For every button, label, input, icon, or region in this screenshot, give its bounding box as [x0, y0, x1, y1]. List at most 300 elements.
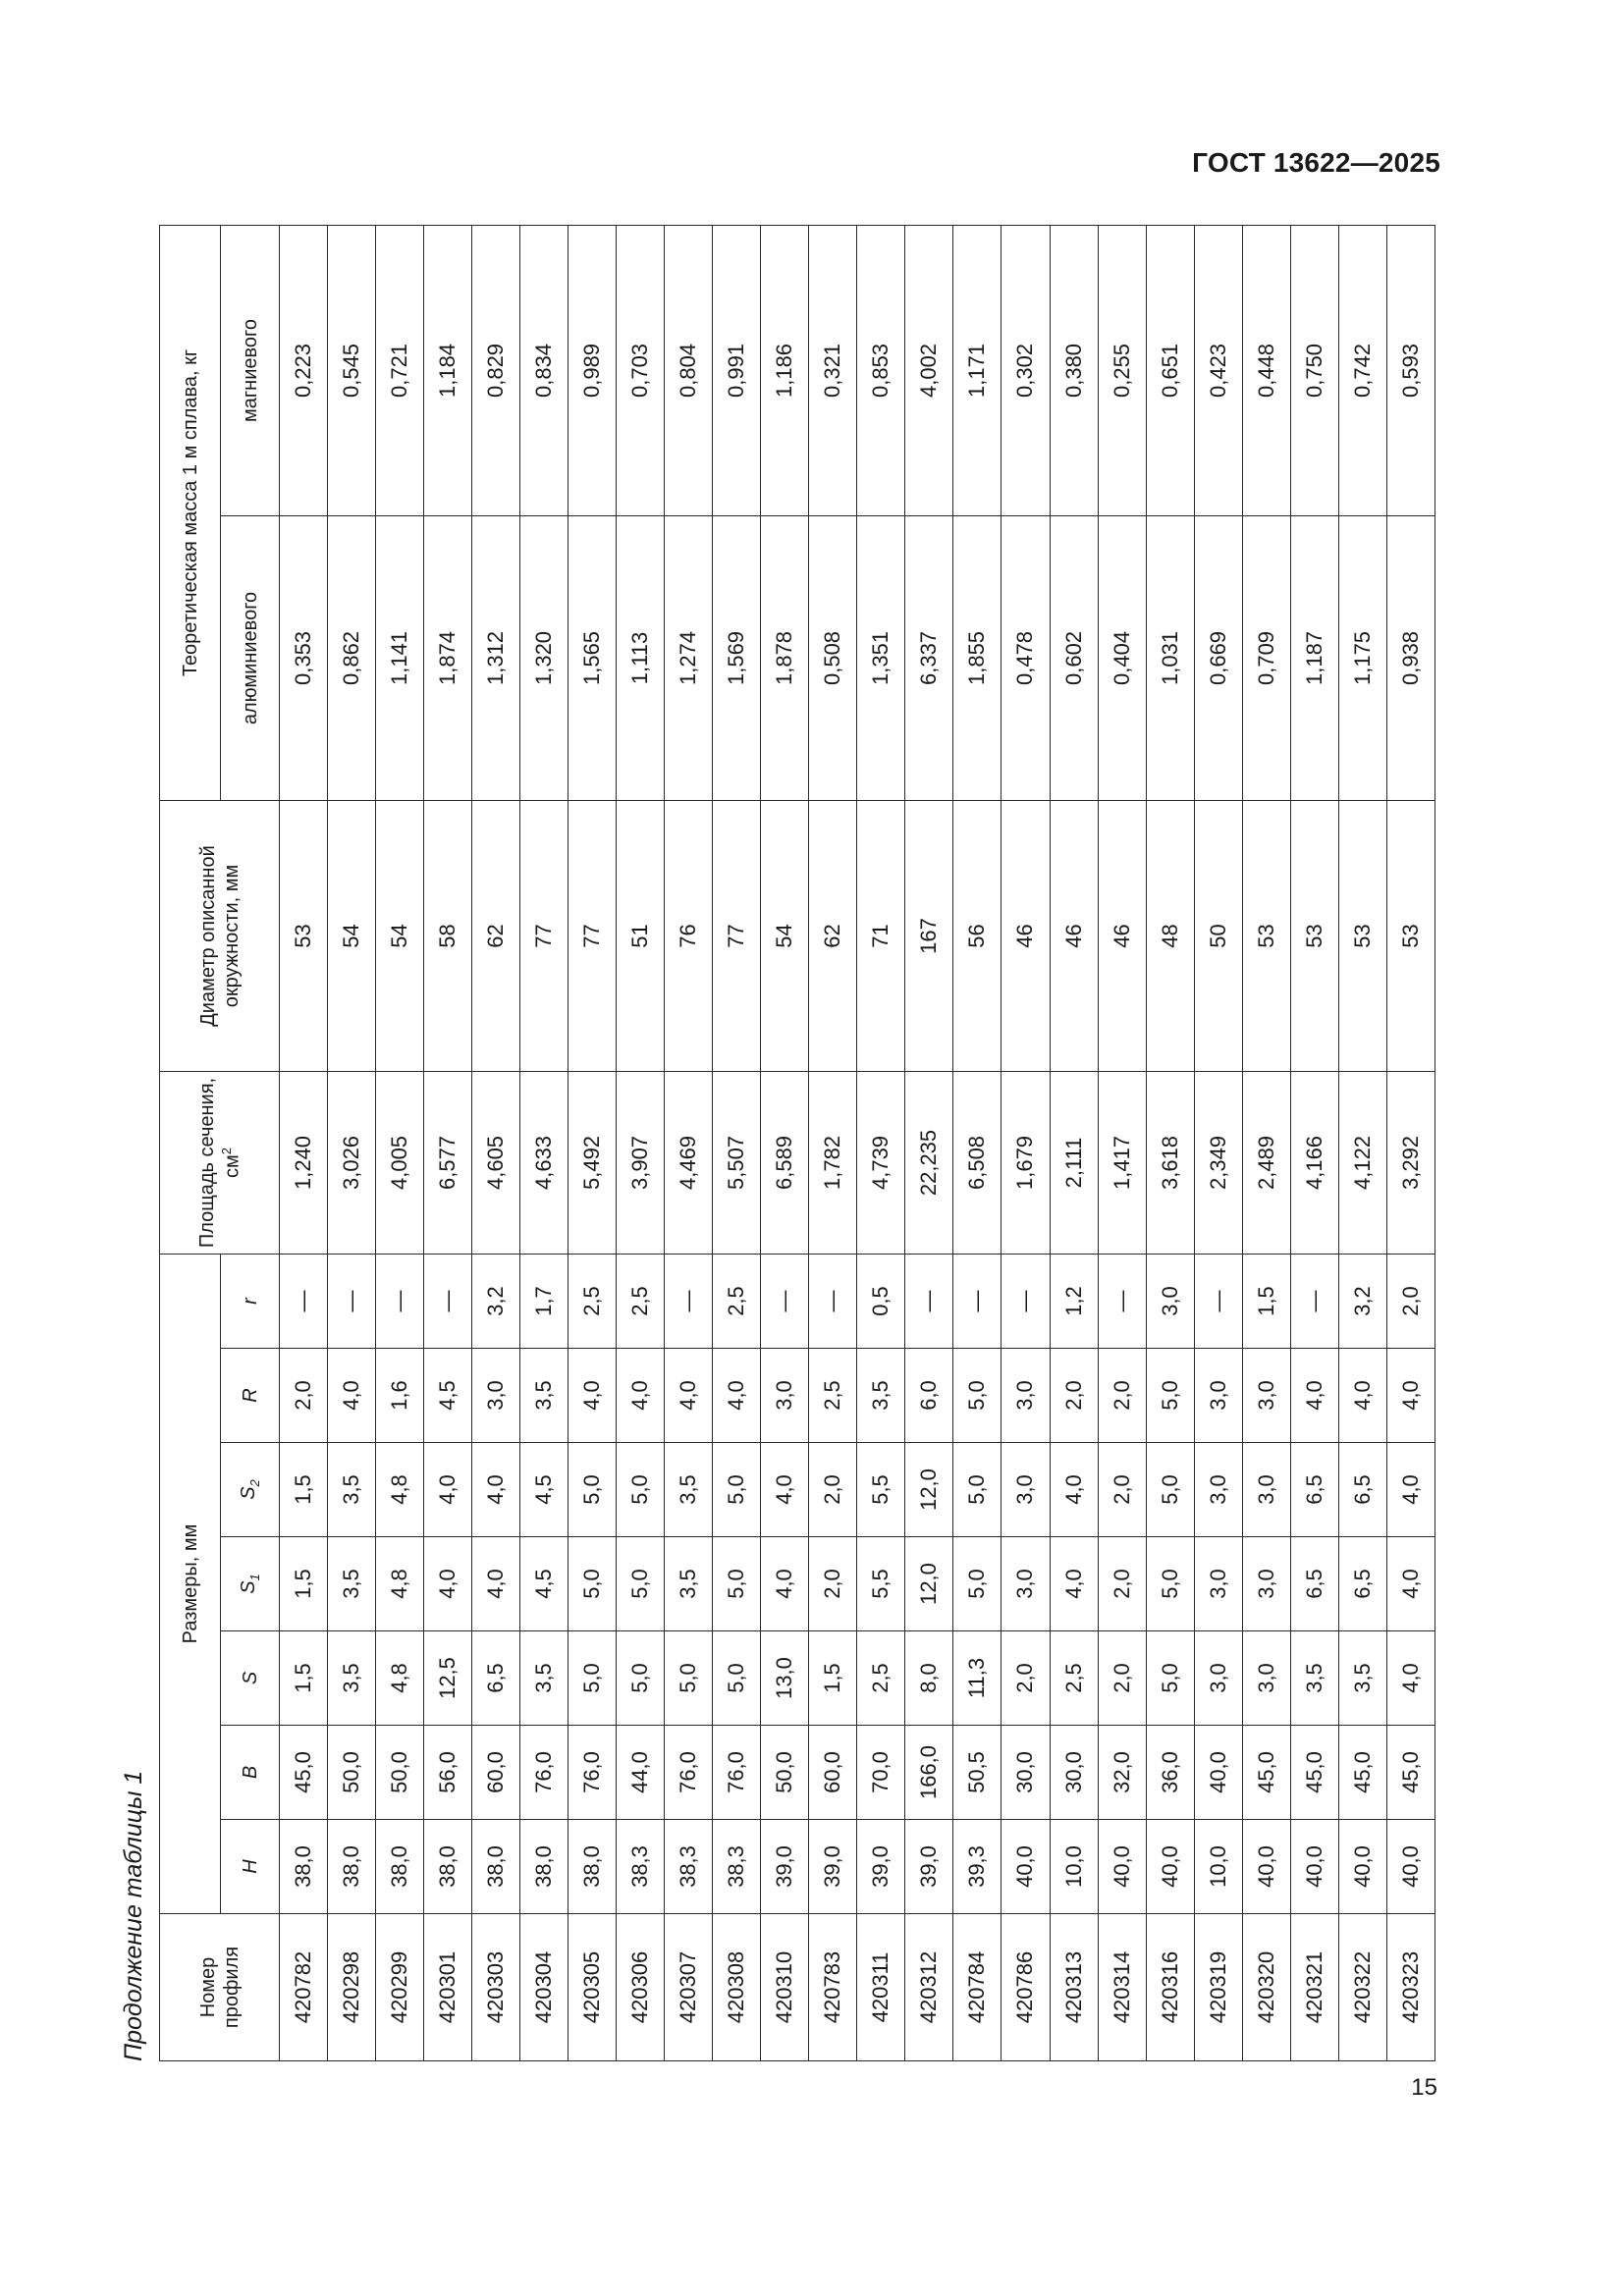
cell-S: 3,5 — [1338, 1631, 1386, 1726]
cell-profile-number: 420319 — [1194, 1914, 1242, 2061]
cell-R: 3,0 — [1194, 1349, 1242, 1443]
cell-S1: 4,5 — [520, 1537, 568, 1631]
cell-r: — — [761, 1254, 809, 1348]
table-row — [1338, 225, 1386, 2060]
cell-H: 38,0 — [424, 1820, 472, 1914]
cell-S: 2,0 — [1001, 1631, 1050, 1726]
cell-mass-magnesium: 0,448 — [1242, 225, 1290, 515]
cell-mass-magnesium: 0,989 — [568, 225, 617, 515]
table-body — [280, 225, 1435, 2060]
cell-mass-aluminum: 0,508 — [809, 515, 857, 800]
cell-profile-number: 420782 — [280, 1914, 328, 2061]
cell-B: 45,0 — [1386, 1726, 1435, 1820]
cell-area: 4,739 — [857, 1071, 905, 1254]
cell-S1: 3,0 — [1001, 1537, 1050, 1631]
cell-H: 40,0 — [1098, 1820, 1146, 1914]
cell-diameter: 56 — [953, 800, 1001, 1071]
cell-R: 1,6 — [376, 1349, 424, 1443]
cell-profile-number: 420301 — [424, 1914, 472, 2061]
cell-H: 39,0 — [857, 1820, 905, 1914]
cell-r: 2,5 — [713, 1254, 761, 1348]
cell-r: — — [376, 1254, 424, 1348]
cell-mass-magnesium: 1,171 — [953, 225, 1001, 515]
cell-r: 1,5 — [1242, 1254, 1290, 1348]
cell-S2: 5,0 — [1146, 1443, 1194, 1537]
cell-diameter: 53 — [280, 800, 328, 1071]
table-row — [713, 225, 761, 2060]
cell-r: 2,0 — [1386, 1254, 1435, 1348]
cell-mass-aluminum: 1,031 — [1146, 515, 1194, 800]
table-row — [1146, 225, 1194, 2060]
table-row — [809, 225, 857, 2060]
cell-area: 4,166 — [1290, 1071, 1338, 1254]
cell-r: — — [1098, 1254, 1146, 1348]
cell-R: 2,5 — [809, 1349, 857, 1443]
cell-mass-magnesium: 0,255 — [1098, 225, 1146, 515]
cell-mass-magnesium: 0,742 — [1338, 225, 1386, 515]
cell-diameter: 53 — [1338, 800, 1386, 1071]
header-S2: $S_2$ — [221, 1443, 280, 1537]
cell-S: 5,0 — [617, 1631, 665, 1726]
cell-S1: 4,0 — [1386, 1537, 1435, 1631]
cell-diameter: 46 — [1098, 800, 1146, 1071]
cell-mass-aluminum: 0,602 — [1050, 515, 1098, 800]
cell-S2: 3,5 — [665, 1443, 713, 1537]
cell-H: 40,0 — [1001, 1820, 1050, 1914]
cell-S: 1,5 — [280, 1631, 328, 1726]
header-r: r — [221, 1254, 280, 1348]
cell-r: 2,5 — [568, 1254, 617, 1348]
cell-R: 4,0 — [713, 1349, 761, 1443]
cell-r: 3,0 — [1146, 1254, 1194, 1348]
cell-diameter: 76 — [665, 800, 713, 1071]
cell-mass-aluminum: 1,874 — [424, 515, 472, 800]
cell-B: 50,0 — [376, 1726, 424, 1820]
cell-R: 4,0 — [568, 1349, 617, 1443]
cell-mass-magnesium: 0,380 — [1050, 225, 1098, 515]
cell-r: — — [809, 1254, 857, 1348]
table-row — [1194, 225, 1242, 2060]
cell-mass-magnesium: 4,002 — [905, 225, 953, 515]
cell-S2: 3,5 — [328, 1443, 376, 1537]
cell-S2: 12,0 — [905, 1443, 953, 1537]
cell-B: 76,0 — [665, 1726, 713, 1820]
cell-R: 6,0 — [905, 1349, 953, 1443]
cell-r: 3,2 — [1338, 1254, 1386, 1348]
cell-S2: 5,0 — [713, 1443, 761, 1537]
cell-profile-number: 420305 — [568, 1914, 617, 2061]
cell-S: 5,0 — [1146, 1631, 1194, 1726]
cell-B: 70,0 — [857, 1726, 905, 1820]
cell-H: 38,0 — [520, 1820, 568, 1914]
cell-profile-number: 420312 — [905, 1914, 953, 2061]
cell-S1: 1,5 — [280, 1537, 328, 1631]
cell-R: 5,0 — [953, 1349, 1001, 1443]
cell-mass-aluminum: 6,337 — [905, 515, 953, 800]
cell-diameter: 71 — [857, 800, 905, 1071]
header-profile-number: Номер профиля — [160, 1914, 280, 2061]
cell-profile-number: 420304 — [520, 1914, 568, 2061]
cell-diameter: 46 — [1001, 800, 1050, 1071]
cell-profile-number: 420303 — [472, 1914, 520, 2061]
cell-S1: 4,0 — [472, 1537, 520, 1631]
profile-table — [159, 225, 1435, 2061]
cell-B: 60,0 — [472, 1726, 520, 1820]
cell-B: 76,0 — [713, 1726, 761, 1820]
cell-S: 5,0 — [713, 1631, 761, 1726]
cell-profile-number: 420311 — [857, 1914, 905, 2061]
cell-S2: 3,0 — [1001, 1443, 1050, 1537]
cell-S1: 2,0 — [809, 1537, 857, 1631]
table-caption: Продолжение таблицы 1 — [120, 1770, 147, 2061]
page-number: 15 — [1411, 2074, 1437, 2101]
cell-diameter: 46 — [1050, 800, 1098, 1071]
cell-S1: 4,0 — [424, 1537, 472, 1631]
cell-S: 3,0 — [1194, 1631, 1242, 1726]
cell-H: 10,0 — [1050, 1820, 1098, 1914]
cell-S: 5,0 — [568, 1631, 617, 1726]
cell-profile-number: 420322 — [1338, 1914, 1386, 2061]
cell-H: 39,0 — [809, 1820, 857, 1914]
cell-area: 3,026 — [328, 1071, 376, 1254]
cell-r: — — [905, 1254, 953, 1348]
cell-mass-magnesium: 0,223 — [280, 225, 328, 515]
cell-H: 38,0 — [280, 1820, 328, 1914]
cell-area: 2,349 — [1194, 1071, 1242, 1254]
cell-mass-magnesium: 0,545 — [328, 225, 376, 515]
cell-B: 30,0 — [1001, 1726, 1050, 1820]
cell-mass-magnesium: 1,186 — [761, 225, 809, 515]
cell-area: 2,111 — [1050, 1071, 1098, 1254]
cell-B: 40,0 — [1194, 1726, 1242, 1820]
cell-diameter: 54 — [376, 800, 424, 1071]
cell-mass-magnesium: 0,804 — [665, 225, 713, 515]
cell-H: 40,0 — [1242, 1820, 1290, 1914]
cell-mass-aluminum: 0,669 — [1194, 515, 1242, 800]
cell-H: 39,3 — [953, 1820, 1001, 1914]
cell-S2: 5,0 — [568, 1443, 617, 1537]
cell-S2: 4,0 — [1050, 1443, 1098, 1537]
cell-area: 5,492 — [568, 1071, 617, 1254]
cell-mass-magnesium: 0,302 — [1001, 225, 1050, 515]
cell-H: 38,0 — [472, 1820, 520, 1914]
table-row — [905, 225, 953, 2060]
cell-profile-number: 420299 — [376, 1914, 424, 2061]
cell-mass-aluminum: 1,878 — [761, 515, 809, 800]
cell-R: 3,5 — [857, 1349, 905, 1443]
cell-diameter: 77 — [568, 800, 617, 1071]
cell-B: 166,0 — [905, 1726, 953, 1820]
cell-area: 3,618 — [1146, 1071, 1194, 1254]
cell-H: 38,0 — [568, 1820, 617, 1914]
cell-S1: 6,5 — [1338, 1537, 1386, 1631]
cell-mass-aluminum: 1,855 — [953, 515, 1001, 800]
cell-r: — — [424, 1254, 472, 1348]
cell-diameter: 62 — [472, 800, 520, 1071]
table-row — [1050, 225, 1098, 2060]
cell-S: 4,8 — [376, 1631, 424, 1726]
cell-R: 3,0 — [1242, 1349, 1290, 1443]
cell-S2: 5,5 — [857, 1443, 905, 1537]
cell-B: 76,0 — [520, 1726, 568, 1820]
cell-mass-magnesium: 0,750 — [1290, 225, 1338, 515]
cell-profile-number: 420784 — [953, 1914, 1001, 2061]
cell-S: 3,5 — [520, 1631, 568, 1726]
cell-R: 3,0 — [761, 1349, 809, 1443]
table-row — [1098, 225, 1146, 2060]
cell-profile-number: 420786 — [1001, 1914, 1050, 2061]
cell-area: 1,240 — [280, 1071, 328, 1254]
cell-S: 5,0 — [665, 1631, 713, 1726]
cell-S1: 12,0 — [905, 1537, 953, 1631]
cell-R: 2,0 — [1098, 1349, 1146, 1443]
cell-S: 12,5 — [424, 1631, 472, 1726]
cell-mass-aluminum: 0,709 — [1242, 515, 1290, 800]
cell-S1: 4,8 — [376, 1537, 424, 1631]
cell-R: 4,0 — [328, 1349, 376, 1443]
cell-mass-aluminum: 1,113 — [617, 515, 665, 800]
cell-R: 3,0 — [472, 1349, 520, 1443]
table-row — [376, 225, 424, 2060]
table-row — [280, 225, 328, 2060]
cell-S1: 5,0 — [713, 1537, 761, 1631]
cell-profile-number: 420314 — [1098, 1914, 1146, 2061]
cell-S: 8,0 — [905, 1631, 953, 1726]
header-area: Площадь сечения, $см^2$ — [160, 1071, 280, 1254]
cell-S1: 3,0 — [1242, 1537, 1290, 1631]
cell-profile-number: 420298 — [328, 1914, 376, 2061]
header-mass: Теоретическая масса 1 м сплава, кг — [160, 225, 221, 800]
cell-area: 6,589 — [761, 1071, 809, 1254]
cell-S: 2,0 — [1098, 1631, 1146, 1726]
cell-B: 50,5 — [953, 1726, 1001, 1820]
cell-diameter: 58 — [424, 800, 472, 1071]
header-R: R — [221, 1349, 280, 1443]
cell-S2: 4,0 — [761, 1443, 809, 1537]
cell-R: 4,0 — [1290, 1349, 1338, 1443]
table-row — [617, 225, 665, 2060]
cell-B: 45,0 — [280, 1726, 328, 1820]
cell-S: 6,5 — [472, 1631, 520, 1726]
table-row — [1290, 225, 1338, 2060]
cell-S1: 3,5 — [665, 1537, 713, 1631]
cell-mass-magnesium: 0,703 — [617, 225, 665, 515]
cell-mass-aluminum: 0,478 — [1001, 515, 1050, 800]
cell-H: 38,0 — [376, 1820, 424, 1914]
cell-H: 38,3 — [665, 1820, 713, 1914]
table-row — [568, 225, 617, 2060]
cell-profile-number: 420307 — [665, 1914, 713, 2061]
cell-mass-magnesium: 0,721 — [376, 225, 424, 515]
cell-S1: 3,0 — [1194, 1537, 1242, 1631]
cell-diameter: 167 — [905, 800, 953, 1071]
cell-mass-aluminum: 0,404 — [1098, 515, 1146, 800]
cell-profile-number: 420321 — [1290, 1914, 1338, 2061]
cell-diameter: 54 — [328, 800, 376, 1071]
cell-S2: 2,0 — [809, 1443, 857, 1537]
cell-r: 1,7 — [520, 1254, 568, 1348]
cell-diameter: 62 — [809, 800, 857, 1071]
cell-S1: 4,0 — [1050, 1537, 1098, 1631]
cell-profile-number: 420783 — [809, 1914, 857, 2061]
standard-designation: ГОСТ 13622—2025 — [1192, 147, 1440, 178]
cell-H: 39,0 — [761, 1820, 809, 1914]
cell-profile-number: 420320 — [1242, 1914, 1290, 2061]
header-aluminum: алюминиевого — [221, 515, 280, 800]
cell-area: 4,122 — [1338, 1071, 1386, 1254]
cell-profile-number: 420313 — [1050, 1914, 1098, 2061]
cell-H: 40,0 — [1338, 1820, 1386, 1914]
cell-R: 4,0 — [1386, 1349, 1435, 1443]
cell-S2: 4,8 — [376, 1443, 424, 1537]
cell-R: 2,0 — [280, 1349, 328, 1443]
cell-R: 4,0 — [617, 1349, 665, 1443]
cell-B: 45,0 — [1290, 1726, 1338, 1820]
table-row — [953, 225, 1001, 2060]
cell-diameter: 51 — [617, 800, 665, 1071]
cell-r: — — [1194, 1254, 1242, 1348]
cell-H: 40,0 — [1290, 1820, 1338, 1914]
cell-r: — — [328, 1254, 376, 1348]
cell-B: 45,0 — [1242, 1726, 1290, 1820]
cell-r: — — [1290, 1254, 1338, 1348]
cell-mass-magnesium: 0,991 — [713, 225, 761, 515]
cell-mass-magnesium: 0,834 — [520, 225, 568, 515]
cell-S2: 6,5 — [1338, 1443, 1386, 1537]
table-row — [328, 225, 376, 2060]
cell-diameter: 48 — [1146, 800, 1194, 1071]
cell-area: 4,605 — [472, 1071, 520, 1254]
cell-B: 32,0 — [1098, 1726, 1146, 1820]
table-row — [472, 225, 520, 2060]
cell-area: 1,679 — [1001, 1071, 1050, 1254]
cell-area: 6,508 — [953, 1071, 1001, 1254]
cell-area: 2,489 — [1242, 1071, 1290, 1254]
cell-mass-magnesium: 0,829 — [472, 225, 520, 515]
cell-diameter: 53 — [1290, 800, 1338, 1071]
table-row — [665, 225, 713, 2060]
table-row — [1242, 225, 1290, 2060]
cell-H: 40,0 — [1386, 1820, 1435, 1914]
cell-S2: 5,0 — [617, 1443, 665, 1537]
cell-profile-number: 420306 — [617, 1914, 665, 2061]
cell-diameter: 77 — [520, 800, 568, 1071]
cell-mass-magnesium: 0,321 — [809, 225, 857, 515]
cell-R: 4,0 — [1338, 1349, 1386, 1443]
cell-S: 2,5 — [857, 1631, 905, 1726]
cell-mass-magnesium: 0,423 — [1194, 225, 1242, 515]
cell-mass-aluminum: 1,274 — [665, 515, 713, 800]
cell-S1: 2,0 — [1098, 1537, 1146, 1631]
cell-mass-magnesium: 1,184 — [424, 225, 472, 515]
cell-H: 39,0 — [905, 1820, 953, 1914]
cell-S2: 5,0 — [953, 1443, 1001, 1537]
cell-R: 4,0 — [665, 1349, 713, 1443]
cell-S2: 4,0 — [472, 1443, 520, 1537]
cell-diameter: 77 — [713, 800, 761, 1071]
cell-profile-number: 420316 — [1146, 1914, 1194, 2061]
cell-diameter: 53 — [1242, 800, 1290, 1071]
cell-R: 3,0 — [1001, 1349, 1050, 1443]
cell-S1: 5,0 — [953, 1537, 1001, 1631]
cell-profile-number: 420323 — [1386, 1914, 1435, 2061]
cell-area: 4,469 — [665, 1071, 713, 1254]
table-row — [424, 225, 472, 2060]
table-row — [1386, 225, 1435, 2060]
cell-B: 60,0 — [809, 1726, 857, 1820]
cell-S1: 5,0 — [568, 1537, 617, 1631]
cell-r: 2,5 — [617, 1254, 665, 1348]
cell-R: 4,5 — [424, 1349, 472, 1443]
cell-r: — — [665, 1254, 713, 1348]
header-magnesium: магниевого — [221, 225, 280, 515]
header-H: H — [221, 1820, 280, 1914]
cell-mass-aluminum: 0,353 — [280, 515, 328, 800]
cell-S: 3,0 — [1242, 1631, 1290, 1726]
cell-S: 13,0 — [761, 1631, 809, 1726]
cell-S1: 6,5 — [1290, 1537, 1338, 1631]
cell-S1: 4,0 — [761, 1537, 809, 1631]
cell-r: 3,2 — [472, 1254, 520, 1348]
cell-mass-aluminum: 1,569 — [713, 515, 761, 800]
header-dimensions: Размеры, мм — [160, 1254, 221, 1913]
cell-R: 2,0 — [1050, 1349, 1098, 1443]
cell-B: 36,0 — [1146, 1726, 1194, 1820]
cell-mass-aluminum: 1,312 — [472, 515, 520, 800]
cell-mass-aluminum: 0,862 — [328, 515, 376, 800]
cell-r: — — [280, 1254, 328, 1348]
rotated-table-container — [108, 226, 1443, 2061]
cell-S1: 5,5 — [857, 1537, 905, 1631]
cell-mass-magnesium: 0,651 — [1146, 225, 1194, 515]
cell-area: 4,005 — [376, 1071, 424, 1254]
cell-H: 10,0 — [1194, 1820, 1242, 1914]
header-S: S — [221, 1631, 280, 1726]
cell-S2: 4,0 — [1386, 1443, 1435, 1537]
cell-B: 45,0 — [1338, 1726, 1386, 1820]
cell-mass-aluminum: 1,351 — [857, 515, 905, 800]
cell-S1: 5,0 — [617, 1537, 665, 1631]
cell-r: — — [953, 1254, 1001, 1348]
cell-B: 30,0 — [1050, 1726, 1098, 1820]
table-row — [857, 225, 905, 2060]
cell-B: 56,0 — [424, 1726, 472, 1820]
cell-B: 44,0 — [617, 1726, 665, 1820]
table-row — [1001, 225, 1050, 2060]
cell-mass-aluminum: 0,938 — [1386, 515, 1435, 800]
cell-mass-magnesium: 0,853 — [857, 225, 905, 515]
header-B: B — [221, 1726, 280, 1820]
cell-profile-number: 420310 — [761, 1914, 809, 2061]
cell-area: 1,417 — [1098, 1071, 1146, 1254]
cell-S2: 2,0 — [1098, 1443, 1146, 1537]
cell-S2: 4,0 — [424, 1443, 472, 1537]
cell-H: 38,3 — [713, 1820, 761, 1914]
cell-r: — — [1001, 1254, 1050, 1348]
cell-area: 1,782 — [809, 1071, 857, 1254]
cell-area: 22,235 — [905, 1071, 953, 1254]
cell-S: 11,3 — [953, 1631, 1001, 1726]
table-row — [520, 225, 568, 2060]
cell-H: 40,0 — [1146, 1820, 1194, 1914]
cell-r: 0,5 — [857, 1254, 905, 1348]
cell-H: 38,3 — [617, 1820, 665, 1914]
cell-S: 3,5 — [1290, 1631, 1338, 1726]
cell-B: 50,0 — [328, 1726, 376, 1820]
cell-H: 38,0 — [328, 1820, 376, 1914]
cell-S1: 3,5 — [328, 1537, 376, 1631]
cell-R: 3,5 — [520, 1349, 568, 1443]
